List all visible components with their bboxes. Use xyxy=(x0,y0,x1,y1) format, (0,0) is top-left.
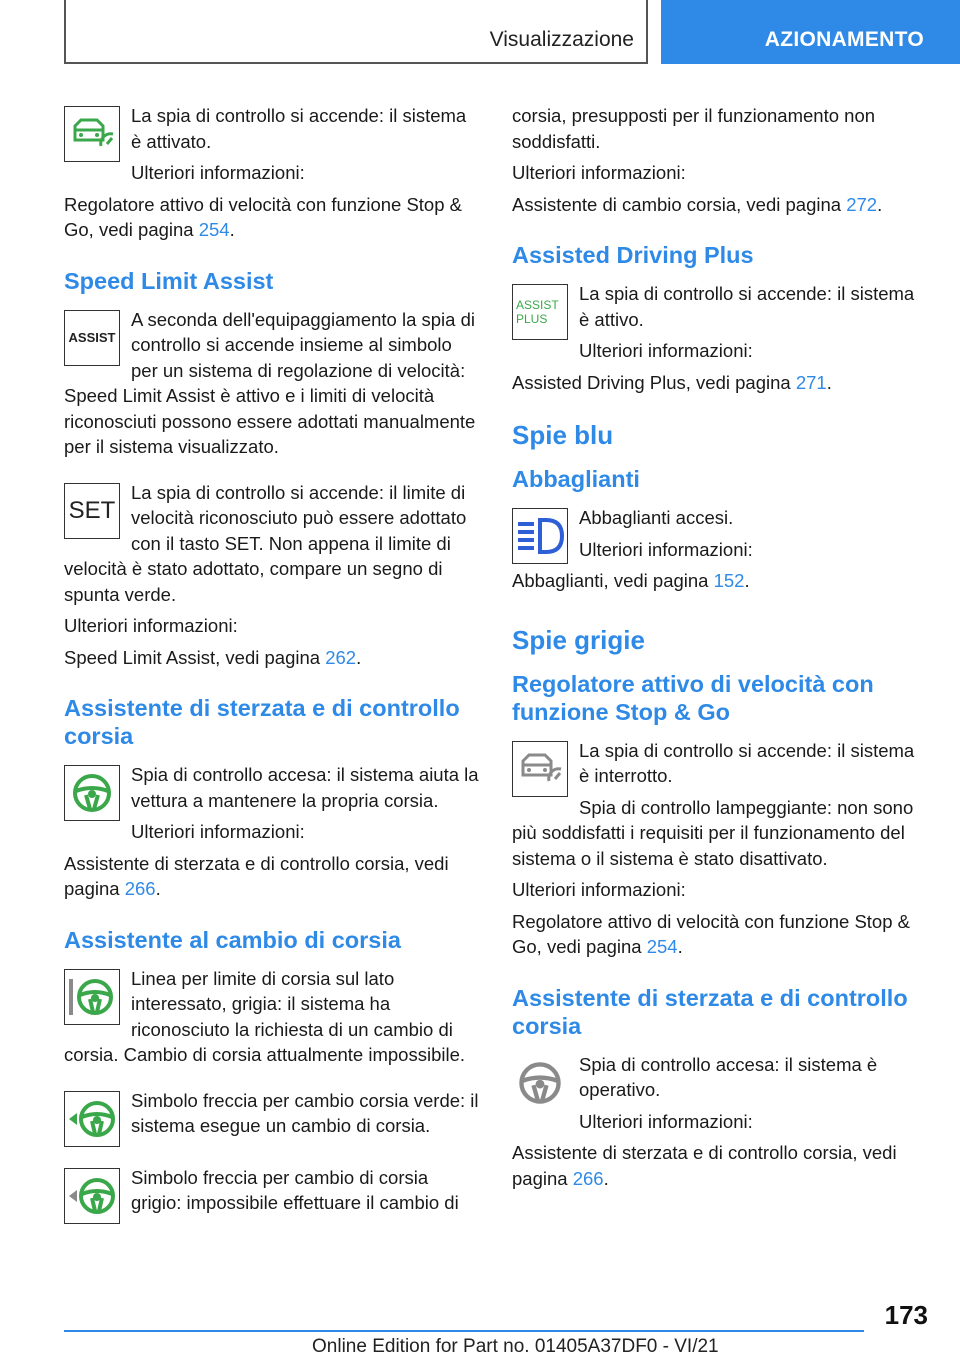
lane-limit-text: Linea per limite di corsia sul lato interessato, grigia: il sistema ha riconosciuto la richiesta di un cambio di corsia. Cambio di corsia attualmente impossibile. xyxy=(64,967,466,1065)
heading-assisted-driving-plus: Assisted Driving Plus xyxy=(512,242,754,268)
page-link-266[interactable]: 266 xyxy=(124,878,156,899)
heading-acc-stop-go: Regolatore attivo di velocità con funzione Stop & Go xyxy=(512,670,874,725)
steering-reference-2: Assistente di sterzata e di controllo corsia, vedi pagina 266. xyxy=(512,1142,897,1189)
acc-reference: Regolatore attivo di velocità con funzione Stop & Go, vedi pagina 254. xyxy=(512,910,910,957)
page-link-266[interactable]: 266 xyxy=(572,1167,604,1189)
steering-wheel-green-icon xyxy=(64,765,120,821)
more-info-label: Ulteriori informazioni: xyxy=(512,879,686,900)
more-info-label: Ulteriori informazioni: xyxy=(579,538,753,560)
header-chapter-title: AZIONAMENTO xyxy=(764,28,924,51)
steering-reference: Assistente di sterzata e di controllo corsia, vedi pagina 266. xyxy=(64,852,449,899)
page-link-254[interactable]: 254 xyxy=(646,936,678,957)
header-section-title: Visualizzazione xyxy=(489,28,634,51)
page-link-271[interactable]: 271 xyxy=(795,371,827,393)
cruise-active-text: La spia di controllo si accende: il sistema è attivato. xyxy=(131,105,467,152)
cruise-control-green-icon xyxy=(64,106,120,162)
more-info-label: Ulteriori informazioni: xyxy=(512,162,686,183)
heading-high-beam: Abbaglianti xyxy=(512,466,640,492)
lane-continued-text: corsia, presupposti per il funzionamento non soddisfatti. xyxy=(512,105,876,152)
lane-arrow-green-text: Simbolo freccia per cambio corsia verde: il sistema esegue un cambio di corsia. xyxy=(131,1089,479,1136)
heading-steering-assist: Assistente di sterzata e di controllo corsia xyxy=(64,695,460,749)
adp-text: La spia di controllo si accende: il sistema è attivo. xyxy=(579,283,915,330)
page-link-152[interactable]: 152 xyxy=(713,570,745,591)
acc-blinking-text: Spia di controllo lampeggiante: non sono più soddisfatti i requisiti per il funzionamento del sistema o il sistema è stato disattivato. xyxy=(512,796,914,869)
heading-steering-assist-grey: Assistente di sterzata e di controllo corsia xyxy=(512,984,908,1039)
assist-plus-icon: ASSIST PLUS xyxy=(512,284,568,340)
lane-arrow-grey-icon xyxy=(64,1168,120,1224)
steering-active-text: Spia di controllo accesa: il sistema aiuta la vettura a mantenere la propria corsia. xyxy=(131,764,479,811)
speed-reference: Speed Limit Assist, vedi pagina 262. xyxy=(64,646,362,668)
adp-reference: Assisted Driving Plus, vedi pagina 271. xyxy=(512,371,832,393)
edition-text: Online Edition for Part no. 01405A37DF0 - VI/21 xyxy=(312,1336,719,1357)
high-beam-text: Abbaglianti accesi. xyxy=(579,507,734,528)
page-link-254[interactable]: 254 xyxy=(198,219,230,240)
heading-lane-change: Assistente al cambio di corsia xyxy=(64,926,401,953)
right-column xyxy=(512,103,928,1197)
heading-speed-limit-assist: Speed Limit Assist xyxy=(64,267,274,294)
high-beam-reference: Abbaglianti, vedi pagina 152. xyxy=(512,570,750,591)
header-chapter-tab[interactable] xyxy=(661,0,960,64)
cruise-reference: Regolatore attivo di velocità con funzione Stop & Go, vedi pagina 254. xyxy=(64,193,462,240)
steering-operative-text: Spia di controllo accesa: il sistema è operativo. xyxy=(579,1053,878,1100)
page-number: 173 xyxy=(884,1300,928,1330)
set-icon: SET xyxy=(64,483,120,539)
lane-reference: Assistente di cambio corsia, vedi pagina 272. xyxy=(512,193,883,215)
footer-divider xyxy=(64,1330,864,1332)
page-link-262[interactable]: 262 xyxy=(325,646,357,668)
more-info-label: Ulteriori informazioni: xyxy=(64,615,238,636)
lane-arrow-grey-text: Simbolo freccia per cambio di corsia grigio: impossibile effettuare il cambio di xyxy=(131,1166,459,1213)
speed-limit-text: A seconda dell'equipaggiamento la spia di controllo si accende insieme al simbolo per un sistema di regolazione di velocità: Speed Limit Assist è attivo e i limiti di velocità riconosciuti possono essere adottati manualmente per il sistema visualizzato. xyxy=(64,308,476,457)
lane-arrow-green-icon xyxy=(64,1091,120,1147)
lane-limit-grey-icon xyxy=(64,969,120,1025)
steering-wheel-grey-icon xyxy=(512,1055,568,1111)
cruise-control-grey-icon xyxy=(512,741,568,797)
more-info-label: Ulteriori informazioni: xyxy=(131,821,305,842)
assist-icon: ASSIST xyxy=(64,310,120,366)
more-info-label: Ulteriori informazioni: xyxy=(579,1110,753,1132)
page-link-272[interactable]: 272 xyxy=(846,193,878,215)
heading-blue-lights: Spie blu xyxy=(512,420,614,450)
high-beam-icon xyxy=(512,508,568,564)
heading-grey-lights: Spie grigie xyxy=(512,624,645,655)
acc-interrupted-text: La spia di controllo si accende: il sistema è interrotto. xyxy=(579,739,915,786)
more-info-label: Ulteriori informazioni: xyxy=(131,162,305,183)
set-text: La spia di controllo si accende: il limite di velocità riconosciuto può essere adottato con il tasto SET. Non appena il limite di velocità è stato adottato, compare un segno di spunta verde. xyxy=(64,481,467,605)
more-info-label: Ulteriori informazioni: xyxy=(579,340,753,361)
left-column xyxy=(64,103,480,1228)
header-section-box xyxy=(64,0,648,64)
